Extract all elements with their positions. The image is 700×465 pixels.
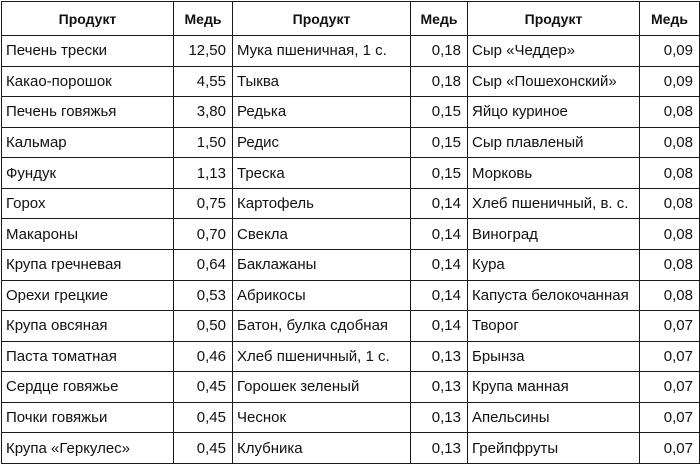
copper-value-cell: 0,14 xyxy=(411,311,468,342)
copper-value-cell: 0,70 xyxy=(174,219,233,250)
table-body xyxy=(2,36,700,464)
product-name-cell: Брынза xyxy=(468,341,640,372)
product-name-cell: Хлеб пшеничный, 1 с. xyxy=(233,341,411,372)
product-name-cell: Капуста белокочанная xyxy=(468,280,640,311)
copper-value-cell: 0,14 xyxy=(411,280,468,311)
product-name-cell: Батон, булка сдобная xyxy=(233,311,411,342)
copper-value-cell: 1,50 xyxy=(174,127,233,158)
copper-value-cell: 0,18 xyxy=(411,36,468,67)
table-row xyxy=(2,97,700,128)
copper-value-cell: 0,45 xyxy=(174,372,233,403)
copper-value-cell: 4,55 xyxy=(174,66,233,97)
product-name-cell: Какао-порошок xyxy=(2,66,174,97)
copper-value-cell: 0,13 xyxy=(411,433,468,464)
product-name-cell: Сыр «Чеддер» xyxy=(468,36,640,67)
copper-value-cell: 0,64 xyxy=(174,249,233,280)
copper-value-cell: 0,50 xyxy=(174,311,233,342)
product-name-cell: Грейпфруты xyxy=(468,433,640,464)
table-row xyxy=(2,341,700,372)
copper-value-cell: 0,75 xyxy=(174,188,233,219)
header-copper: Медь xyxy=(640,2,700,36)
copper-value-cell: 0,07 xyxy=(640,372,700,403)
product-name-cell: Горошек зеленый xyxy=(233,372,411,403)
copper-value-cell: 0,07 xyxy=(640,433,700,464)
table-row xyxy=(2,127,700,158)
copper-value-cell: 12,50 xyxy=(174,36,233,67)
table-row xyxy=(2,311,700,342)
product-name-cell: Сердце говяжье xyxy=(2,372,174,403)
product-name-cell: Орехи грецкие xyxy=(2,280,174,311)
product-name-cell: Апельсины xyxy=(468,402,640,433)
product-name-cell: Почки говяжьи xyxy=(2,402,174,433)
copper-value-cell: 0,45 xyxy=(174,433,233,464)
copper-value-cell: 0,08 xyxy=(640,188,700,219)
product-name-cell: Печень говяжья xyxy=(2,97,174,128)
copper-value-cell: 0,08 xyxy=(640,158,700,189)
copper-value-cell: 0,18 xyxy=(411,66,468,97)
product-name-cell: Тыква xyxy=(233,66,411,97)
product-name-cell: Яйцо куриное xyxy=(468,97,640,128)
product-name-cell: Мука пшеничная, 1 с. xyxy=(233,36,411,67)
table-row xyxy=(2,158,700,189)
copper-value-cell: 0,08 xyxy=(640,219,700,250)
table-row xyxy=(2,36,700,67)
product-name-cell: Крупа овсяная xyxy=(2,311,174,342)
copper-value-cell: 0,45 xyxy=(174,402,233,433)
product-name-cell: Макароны xyxy=(2,219,174,250)
copper-value-cell: 0,07 xyxy=(640,402,700,433)
product-name-cell: Баклажаны xyxy=(233,249,411,280)
header-copper: Медь xyxy=(411,2,468,36)
product-name-cell: Морковь xyxy=(468,158,640,189)
product-name-cell: Фундук xyxy=(2,158,174,189)
table-row xyxy=(2,433,700,464)
product-name-cell: Творог xyxy=(468,311,640,342)
copper-value-cell: 0,15 xyxy=(411,158,468,189)
copper-value-cell: 0,13 xyxy=(411,341,468,372)
table-row xyxy=(2,280,700,311)
copper-value-cell: 0,07 xyxy=(640,341,700,372)
product-name-cell: Кальмар xyxy=(2,127,174,158)
copper-value-cell: 0,14 xyxy=(411,188,468,219)
copper-value-cell: 0,13 xyxy=(411,372,468,403)
table-row xyxy=(2,372,700,403)
table-row xyxy=(2,402,700,433)
header-row xyxy=(2,2,700,36)
product-name-cell: Хлеб пшеничный, в. с. xyxy=(468,188,640,219)
product-name-cell: Горох xyxy=(2,188,174,219)
product-name-cell: Сыр плавленый xyxy=(468,127,640,158)
product-name-cell: Чеснок xyxy=(233,402,411,433)
product-name-cell: Клубника xyxy=(233,433,411,464)
product-name-cell: Абрикосы xyxy=(233,280,411,311)
table-row xyxy=(2,219,700,250)
product-name-cell: Сыр «Пошехонский» xyxy=(468,66,640,97)
product-name-cell: Свекла xyxy=(233,219,411,250)
product-name-cell: Редька xyxy=(233,97,411,128)
product-name-cell: Редис xyxy=(233,127,411,158)
header-product: Продукт xyxy=(2,2,174,36)
copper-value-cell: 0,08 xyxy=(640,97,700,128)
product-name-cell: Кура xyxy=(468,249,640,280)
copper-value-cell: 0,15 xyxy=(411,97,468,128)
header-copper: Медь xyxy=(174,2,233,36)
product-name-cell: Паста томатная xyxy=(2,341,174,372)
header-product: Продукт xyxy=(233,2,411,36)
copper-value-cell: 0,14 xyxy=(411,249,468,280)
copper-value-cell: 1,13 xyxy=(174,158,233,189)
copper-value-cell: 0,08 xyxy=(640,280,700,311)
copper-value-cell: 0,46 xyxy=(174,341,233,372)
product-name-cell: Треска xyxy=(233,158,411,189)
copper-value-cell: 0,09 xyxy=(640,66,700,97)
table-row xyxy=(2,249,700,280)
table-row xyxy=(2,188,700,219)
copper-value-cell: 3,80 xyxy=(174,97,233,128)
copper-value-cell: 0,15 xyxy=(411,127,468,158)
copper-value-cell: 0,07 xyxy=(640,311,700,342)
product-name-cell: Картофель xyxy=(233,188,411,219)
copper-value-cell: 0,14 xyxy=(411,219,468,250)
header-product: Продукт xyxy=(468,2,640,36)
copper-value-cell: 0,09 xyxy=(640,36,700,67)
product-name-cell: Печень трески xyxy=(2,36,174,67)
copper-content-table xyxy=(1,1,700,464)
product-name-cell: Крупа манная xyxy=(468,372,640,403)
table-row xyxy=(2,66,700,97)
product-name-cell: Крупа гречневая xyxy=(2,249,174,280)
copper-value-cell: 0,08 xyxy=(640,127,700,158)
product-name-cell: Крупа «Геркулес» xyxy=(2,433,174,464)
copper-value-cell: 0,08 xyxy=(640,249,700,280)
copper-value-cell: 0,53 xyxy=(174,280,233,311)
copper-value-cell: 0,13 xyxy=(411,402,468,433)
product-name-cell: Виноград xyxy=(468,219,640,250)
